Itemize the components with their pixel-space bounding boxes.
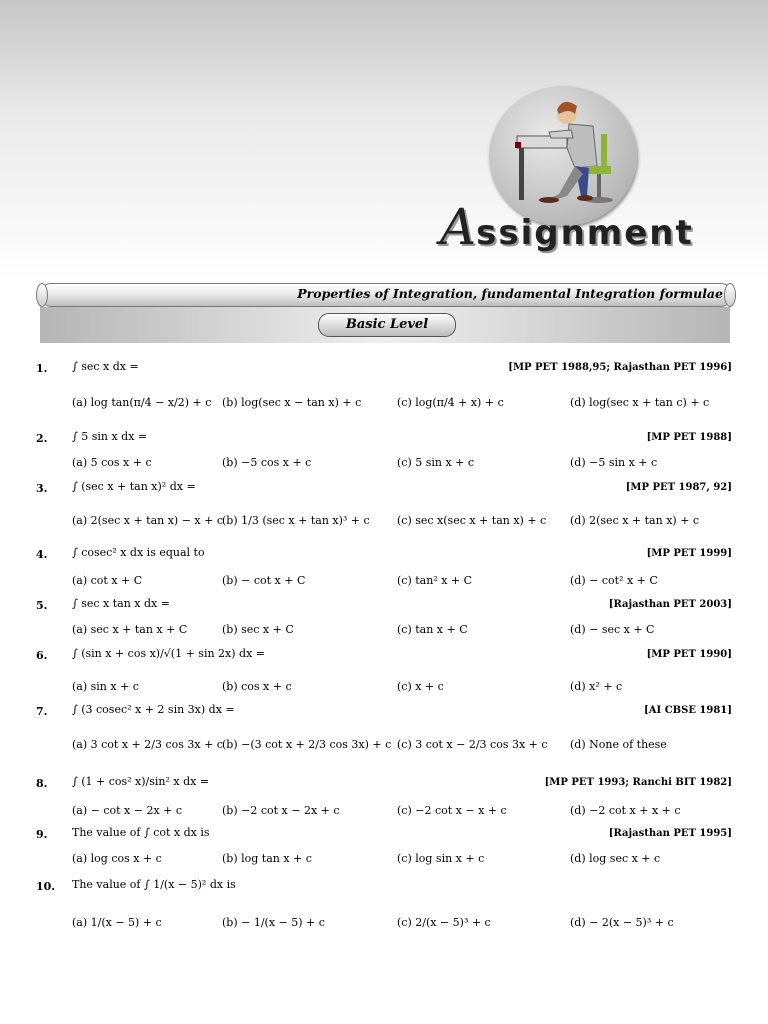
level-badge: Basic Level: [318, 313, 456, 337]
title-rest: ssignment: [476, 213, 694, 253]
question-number: 1.: [36, 362, 48, 375]
option-a: (a) sin x + c: [72, 680, 139, 693]
question-number: 3.: [36, 482, 48, 495]
option-d: (d) − sec x + C: [570, 623, 655, 636]
question-stem: ∫ (1 + cos² x)/sin² x dx =: [72, 775, 210, 788]
option-b: (b) sec x + C: [222, 623, 294, 636]
question-stem: ∫ (3 cosec² x + 2 sin 3x) dx =: [72, 703, 235, 716]
option-a: (a) sec x + tan x + C: [72, 623, 188, 636]
question-number: 10.: [36, 880, 56, 893]
option-d: (d) None of these: [570, 738, 667, 751]
option-c: (c) sec x(sec x + tan x) + c: [397, 514, 547, 527]
option-d: (d) x² + c: [570, 680, 623, 693]
option-a: (a) − cot x − 2x + c: [72, 804, 183, 817]
option-c: (c) 5 sin x + c: [397, 456, 475, 469]
option-a: (a) log cos x + c: [72, 852, 162, 865]
option-c: (c) 3 cot x − 2/3 cos 3x + c: [397, 738, 548, 751]
option-d: (d) log(sec x + tan c) + c: [570, 396, 710, 409]
option-b: (b) 1/3 (sec x + tan x)³ + c: [222, 514, 370, 527]
question-stem: The value of ∫ 1/(x − 5)² dx is: [72, 878, 236, 891]
option-c: (c) x + c: [397, 680, 444, 693]
option-c: (c) 2/(x − 5)³ + c: [397, 916, 491, 929]
option-b: (b) log tan x + c: [222, 852, 312, 865]
question-number: 4.: [36, 548, 48, 561]
topic-banner: [40, 283, 732, 307]
option-a: (a) 1/(x − 5) + c: [72, 916, 162, 929]
question-number: 5.: [36, 599, 48, 612]
option-b: (b) cos x + c: [222, 680, 292, 693]
option-d: (d) − 2(x − 5)³ + c: [570, 916, 674, 929]
question-source: [MP PET 1999]: [646, 548, 732, 559]
question-number: 9.: [36, 828, 48, 841]
option-d: (d) log sec x + c: [570, 852, 661, 865]
question-number: 2.: [36, 432, 48, 445]
question-source: [AI CBSE 1981]: [644, 705, 732, 716]
option-b: (b) −(3 cot x + 2/3 cos 3x) + c: [222, 738, 392, 751]
option-a: (a) 5 cos x + c: [72, 456, 152, 469]
option-d: (d) − cot² x + C: [570, 574, 658, 587]
question-source: [MP PET 1990]: [646, 649, 732, 660]
option-b: (b) log(sec x − tan x) + c: [222, 396, 362, 409]
assignment-title: [440, 198, 694, 256]
question-stem: ∫ sec x tan x dx =: [72, 597, 170, 610]
option-a: (a) 3 cot x + 2/3 cos 3x + c: [72, 738, 223, 751]
question-source: [MP PET 1987, 92]: [625, 482, 732, 493]
question-stem: The value of ∫ cot x dx is: [72, 826, 210, 839]
question-source: [Rajasthan PET 2003]: [608, 599, 732, 610]
option-b: (b) −2 cot x − 2x + c: [222, 804, 340, 817]
option-c: (c) −2 cot x − x + c: [397, 804, 507, 817]
question-stem: ∫ 5 sin x dx =: [72, 430, 148, 443]
question-source: [MP PET 1988]: [646, 432, 732, 443]
option-d: (d) −2 cot x + x + c: [570, 804, 681, 817]
option-a: (a) 2(sec x + tan x) − x + c: [72, 514, 223, 527]
question-source: [Rajasthan PET 1995]: [608, 828, 732, 839]
banner-left-cap: [36, 283, 48, 307]
title-initial: A: [440, 198, 477, 256]
question-stem: ∫ (sin x + cos x)/√(1 + sin 2x) dx =: [72, 647, 266, 660]
question-stem: ∫ (sec x + tan x)² dx =: [72, 480, 196, 493]
banner-right-cap: [724, 283, 736, 307]
question-number: 8.: [36, 777, 48, 790]
topic-title: Properties of Integration, fundamental Integration formulae: [297, 286, 723, 301]
question-number: 7.: [36, 705, 48, 718]
option-b: (b) −5 cos x + c: [222, 456, 312, 469]
question-stem: ∫ sec x dx =: [72, 360, 139, 373]
option-c: (c) log(π/4 + x) + c: [397, 396, 504, 409]
option-d: (d) 2(sec x + tan x) + c: [570, 514, 700, 527]
question-number: 6.: [36, 649, 48, 662]
option-c: (c) log sin x + c: [397, 852, 485, 865]
option-c: (c) tan² x + C: [397, 574, 473, 587]
option-a: (a) cot x + C: [72, 574, 143, 587]
question-stem: ∫ cosec² x dx is equal to: [72, 546, 205, 559]
question-source: [MP PET 1993; Ranchi BIT 1982]: [544, 777, 732, 788]
option-b: (b) − 1/(x − 5) + c: [222, 916, 325, 929]
option-b: (b) − cot x + C: [222, 574, 306, 587]
option-c: (c) tan x + C: [397, 623, 468, 636]
option-a: (a) log tan(π/4 − x/2) + c: [72, 396, 212, 409]
option-d: (d) −5 sin x + c: [570, 456, 658, 469]
question-source: [MP PET 1988,95; Rajasthan PET 1996]: [508, 362, 732, 373]
